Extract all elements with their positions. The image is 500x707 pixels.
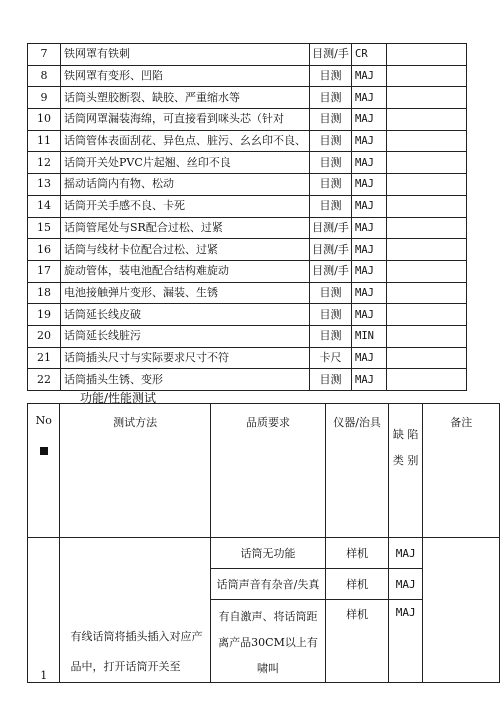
remark-cell xyxy=(423,538,500,683)
inspection-row xyxy=(28,217,467,239)
remark-cell xyxy=(387,260,467,282)
inspection-item: 铁网罩有铁刺 xyxy=(61,44,310,66)
defect-category-header: 缺 陷 类 别 xyxy=(388,404,423,538)
requirement: 有自激声、将话筒距离产品30CM以上有啸叫 xyxy=(210,600,326,683)
instrument: 样机 xyxy=(326,569,389,600)
instrument: 目测 xyxy=(310,282,352,304)
defect-level: MAJ xyxy=(352,109,387,131)
row-number: 17 xyxy=(28,260,61,282)
remark-cell xyxy=(387,325,467,347)
inspection-item: 摇动话筒内有物、松动 xyxy=(61,174,310,196)
row-number: 19 xyxy=(28,304,61,326)
instrument: 目测 xyxy=(310,195,352,217)
inspection-row xyxy=(28,195,467,217)
inspection-item: 话筒管体表面刮花、异色点、脏污、幺幺印不良、 xyxy=(61,130,310,152)
instrument: 目测 xyxy=(310,369,352,391)
inspection-row xyxy=(28,347,467,369)
instrument: 目测 xyxy=(310,87,352,109)
test-method: 有线话筒将插头插入对应产品中，打开话筒开关至 xyxy=(60,538,210,683)
instrument: 目测/手 xyxy=(310,44,352,66)
inspection-item: 电池接触弹片变形、漏装、生锈 xyxy=(61,282,310,304)
row-number: 16 xyxy=(28,239,61,261)
defect-level: MAJ xyxy=(388,538,423,569)
row-number: 8 xyxy=(28,65,61,87)
instrument: 目测/手 xyxy=(310,260,352,282)
inspection-row xyxy=(28,174,467,196)
requirement-header: 品质要求 xyxy=(210,404,326,538)
inspection-row xyxy=(28,282,467,304)
inspection-item: 话筒网罩漏装海绵，可直接看到咪头芯（针对 xyxy=(61,109,310,131)
instrument: 样机 xyxy=(326,600,389,683)
row-number: 7 xyxy=(28,44,61,66)
defect-level: MAJ xyxy=(388,569,423,600)
inspection-item: 话筒延长线脏污 xyxy=(61,325,310,347)
inspection-item: 话筒延长线皮破 xyxy=(61,304,310,326)
defect-level: MAJ xyxy=(352,152,387,174)
inspection-item: 话筒开关处PVC片起翘、丝印不良 xyxy=(61,152,310,174)
defect-level: MAJ xyxy=(352,347,387,369)
defect-level: CR xyxy=(352,44,387,66)
row-number: 20 xyxy=(28,325,61,347)
test-row xyxy=(28,538,500,569)
remark-cell xyxy=(387,369,467,391)
remark-cell xyxy=(387,130,467,152)
instrument: 目测 xyxy=(310,130,352,152)
row-number: 15 xyxy=(28,217,61,239)
method-header: 测试方法 xyxy=(60,404,210,538)
remark-cell xyxy=(387,347,467,369)
inspection-item: 话筒开关手感不良、卡死 xyxy=(61,195,310,217)
inspection-item: 旋动管体，装电池配合结构难旋动 xyxy=(61,260,310,282)
instrument-header: 仪器/治具 xyxy=(326,404,389,538)
row-number: 9 xyxy=(28,87,61,109)
defect-level: MAJ xyxy=(352,130,387,152)
defect-level: MIN xyxy=(352,325,387,347)
inspection-item: 话筒头塑胶断裂、缺胶、严重缩水等 xyxy=(61,87,310,109)
remark-cell xyxy=(387,152,467,174)
instrument: 目测 xyxy=(310,304,352,326)
row-number: 11 xyxy=(28,130,61,152)
header-row xyxy=(28,404,500,538)
instrument: 目测/手 xyxy=(310,239,352,261)
function-test-table xyxy=(27,403,500,683)
row-number: 13 xyxy=(28,174,61,196)
instrument: 样机 xyxy=(326,538,389,569)
remark-cell xyxy=(387,109,467,131)
defect-level: MAJ xyxy=(352,87,387,109)
requirement: 话筒声音有杂音/失真 xyxy=(210,569,326,600)
defect-level: MAJ xyxy=(352,174,387,196)
row-number: 22 xyxy=(28,369,61,391)
remark-header: 备注 xyxy=(423,404,500,538)
inspection-row xyxy=(28,260,467,282)
remark-cell xyxy=(387,174,467,196)
instrument: 目测 xyxy=(310,152,352,174)
inspection-row xyxy=(28,152,467,174)
inspection-item: 话筒与线材卡位配合过松、过紧 xyxy=(61,239,310,261)
inspection-row xyxy=(28,239,467,261)
remark-cell xyxy=(387,65,467,87)
instrument: 目测 xyxy=(310,65,352,87)
no-header: No xyxy=(28,404,60,538)
instrument: 目测/手 xyxy=(310,217,352,239)
defect-level: MAJ xyxy=(352,217,387,239)
inspection-item: 话筒插头尺寸与实际要求尺寸不符 xyxy=(61,347,310,369)
defect-level: MAJ xyxy=(352,304,387,326)
inspection-row xyxy=(28,304,467,326)
remark-cell xyxy=(387,239,467,261)
defect-level: MAJ xyxy=(352,195,387,217)
instrument: 目测 xyxy=(310,325,352,347)
instrument: 目测 xyxy=(310,109,352,131)
defect-level: MAJ xyxy=(352,239,387,261)
inspection-row xyxy=(28,65,467,87)
defect-level: MAJ xyxy=(352,260,387,282)
instrument: 目测 xyxy=(310,174,352,196)
instrument: 卡尺 xyxy=(310,347,352,369)
section-title: 功能/性能测试 xyxy=(80,391,157,405)
defect-level: MAJ xyxy=(352,282,387,304)
remark-cell xyxy=(387,195,467,217)
remark-cell xyxy=(387,44,467,66)
remark-cell xyxy=(387,282,467,304)
row-number: 18 xyxy=(28,282,61,304)
remark-cell xyxy=(387,217,467,239)
remark-cell xyxy=(387,304,467,326)
requirement: 话筒无功能 xyxy=(210,538,326,569)
defect-level: MAJ xyxy=(352,369,387,391)
inspection-row xyxy=(28,130,467,152)
inspection-row xyxy=(28,109,467,131)
inspection-row xyxy=(28,44,467,66)
inspection-row xyxy=(28,369,467,391)
inspection-row xyxy=(28,325,467,347)
inspection-item: 话筒管尾处与SR配合过松、过紧 xyxy=(61,217,310,239)
row-number: 12 xyxy=(28,152,61,174)
inspection-item: 铁网罩有变形、凹陷 xyxy=(61,65,310,87)
inspection-table xyxy=(27,43,467,391)
inspection-item: 话筒插头生锈、变形 xyxy=(61,369,310,391)
black-square-icon xyxy=(40,447,48,455)
defect-level: MAJ xyxy=(388,600,423,683)
inspection-row xyxy=(28,87,467,109)
row-number: 14 xyxy=(28,195,61,217)
defect-level: MAJ xyxy=(352,65,387,87)
row-number: 21 xyxy=(28,347,61,369)
remark-cell xyxy=(387,87,467,109)
row-number: 1 xyxy=(28,538,60,683)
row-number: 10 xyxy=(28,109,61,131)
